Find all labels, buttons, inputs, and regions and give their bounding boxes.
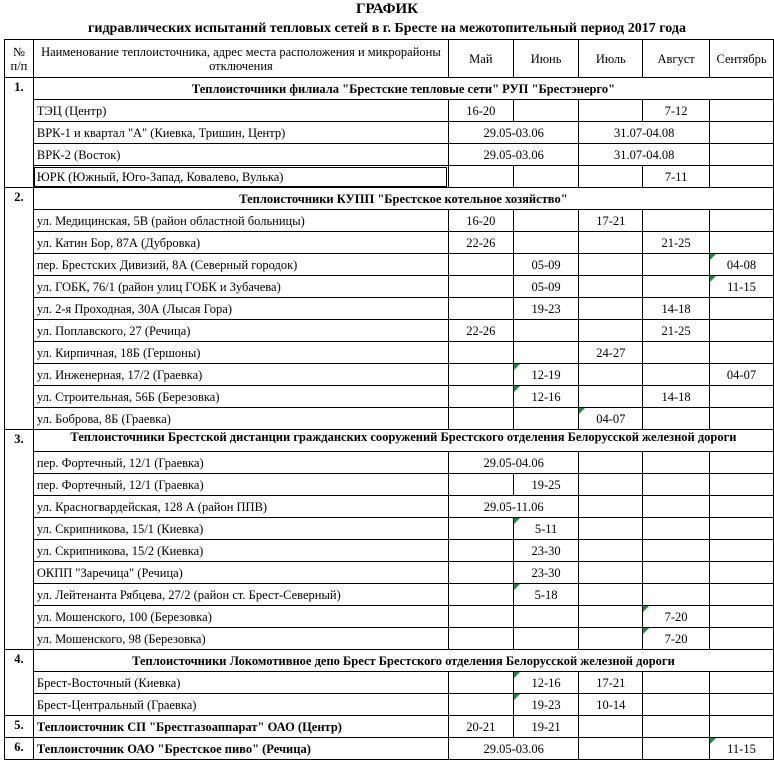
table-row	[5, 606, 774, 628]
table-row	[5, 276, 774, 298]
table-row	[5, 320, 774, 342]
cell-september: 04-08	[710, 254, 774, 276]
table-row	[5, 100, 774, 122]
table-row	[5, 628, 774, 650]
table-row	[5, 408, 774, 430]
cell-july-august: 31.07-04.08	[579, 144, 710, 166]
header-september: Сентябрь	[710, 40, 774, 78]
cell-september: 04-07	[710, 364, 774, 386]
header-july: Июль	[579, 40, 643, 78]
cell-june: 12-16	[513, 672, 579, 694]
source-name: ул. Скрипникова, 15/1 (Киевка)	[33, 518, 448, 540]
table-row	[5, 584, 774, 606]
source-name-selected-cell[interactable]: ЮРК (Южный, Юго-Запад, Ковалево, Вулька)	[33, 166, 448, 188]
cell-august: 7-11	[643, 166, 710, 188]
cell-may-june: 29.05-03.06	[448, 144, 578, 166]
source-name: ул. Боброва, 8Б (Граевка)	[33, 408, 448, 430]
table-row	[5, 540, 774, 562]
section-title: Теплоисточники Брестской дистанции гражданских сооружений Брестского отделения Белорусской железной дороги	[33, 430, 773, 452]
cell-june: 12-19	[513, 364, 579, 386]
cell-may-june: 29.05-03.06	[448, 122, 578, 144]
cell-september: 11-15	[710, 276, 774, 298]
section-title: Теплоисточники Локомотивное депо Брест Брестского отделения Белорусской железной дороги	[33, 650, 773, 672]
header-num: № п/п	[5, 40, 34, 78]
source-name: ул. 2-я Проходная, 30А (Лысая Гора)	[33, 298, 448, 320]
section-number: 3.	[5, 430, 34, 452]
cell-june: 19-23	[513, 694, 579, 716]
document-subtitle: гидравлических испытаний тепловых сетей в г. Бресте на межотопительный период 2017 года	[88, 21, 686, 36]
cell-may-june: 29.05-11.06	[448, 496, 578, 518]
cell-august: 14-18	[643, 386, 710, 408]
table-row	[5, 518, 774, 540]
source-name: ул. Медицинская, 5В (район областной больницы)	[33, 210, 448, 232]
table-row	[5, 144, 774, 166]
cell-may-june: 29.05-03.06	[448, 738, 578, 760]
source-name: ул. Мошенского, 98 (Березовка)	[33, 628, 448, 650]
source-name: Брест-Восточный (Киевка)	[33, 672, 448, 694]
cell-may: 22-26	[448, 232, 513, 254]
cell-june: 19-21	[513, 716, 579, 738]
header-name: Наименование теплоисточника, адрес места расположения и микрорайоны отключения	[33, 40, 448, 78]
cell-august: 14-18	[643, 298, 710, 320]
source-name: ул. Поплавского, 27 (Речица)	[33, 320, 448, 342]
table-row	[5, 166, 774, 188]
cell-june: 23-30	[513, 562, 579, 584]
cell-may-june: 29.05-04.06	[448, 452, 578, 474]
cell-september: 11-15	[710, 738, 774, 760]
cell-june: 5-18	[513, 584, 579, 606]
table-row	[5, 364, 774, 386]
document-title: ГРАФИК	[355, 1, 419, 17]
source-name: ул. Скрипникова, 15/2 (Киевка)	[33, 540, 448, 562]
cell-july: 04-07	[579, 408, 643, 430]
cell-august: 21-25	[643, 232, 710, 254]
section-header-row	[5, 78, 774, 100]
schedule-table	[4, 39, 774, 760]
source-name: ВРК-1 и квартал "А" (Киевка, Тришин, Центр)	[33, 122, 448, 144]
section-number: 5.	[5, 716, 34, 738]
cell-june: 19-23	[513, 298, 579, 320]
source-name: ул. Кирпичная, 18Б (Гершоны)	[33, 342, 448, 364]
table-row	[5, 474, 774, 496]
cell-may: 16-20	[448, 210, 513, 232]
cell-july-august: 31.07-04.08	[579, 122, 710, 144]
section-number: 6.	[5, 738, 34, 760]
header-may: Май	[448, 40, 513, 78]
table-row	[5, 562, 774, 584]
cell-july: 24-27	[579, 342, 643, 364]
cell-july: 10-14	[579, 694, 643, 716]
source-name: ул. ГОБК, 76/1 (район улиц ГОБК и Зубачева)	[33, 276, 448, 298]
section-header-row	[5, 430, 774, 452]
cell-august: 21-25	[643, 320, 710, 342]
source-name: ул. Красногвардейская, 128 А (район ППВ)	[33, 496, 448, 518]
cell-may: 16-20	[448, 100, 513, 122]
table-row	[5, 298, 774, 320]
source-name: ОКПП "Заречица" (Речица)	[33, 562, 448, 584]
section-number: 4.	[5, 650, 34, 672]
source-name: ул. Мошенского, 100 (Березовка)	[33, 606, 448, 628]
source-name: ул. Строительная, 56Б (Березовка)	[33, 386, 448, 408]
cell-june: 05-09	[513, 276, 579, 298]
cell-august: 7-20	[643, 628, 710, 650]
source-name: ул. Катин Бор, 87А (Дубровка)	[33, 232, 448, 254]
section-title: Теплоисточники КУПП "Брестское котельное хозяйство"	[33, 188, 773, 210]
source-name: Брест-Центральный (Граевка)	[33, 694, 448, 716]
table-row	[5, 254, 774, 276]
table-row	[5, 342, 774, 364]
section-number: 2.	[5, 188, 34, 210]
section-title: Теплоисточники филиала "Брестские тепловые сети" РУП "Брестэнерго"	[33, 78, 773, 100]
source-name: пер. Фортечный, 12/1 (Граевка)	[33, 452, 448, 474]
source-name: ул. Инженерная, 17/2 (Граевка)	[33, 364, 448, 386]
table-row	[5, 122, 774, 144]
cell-may: 22-26	[448, 320, 513, 342]
cell-june: 19-25	[513, 474, 579, 496]
section-number: 1.	[5, 78, 34, 100]
table-row	[5, 496, 774, 518]
table-row	[5, 232, 774, 254]
source-name: Теплоисточник ОАО "Брестское пиво" (Речица)	[33, 738, 448, 760]
cell-may: 20-21	[448, 716, 513, 738]
cell-july: 17-21	[579, 672, 643, 694]
source-name: пер. Фортечный, 12/1 (Граевка)	[33, 474, 448, 496]
cell-july: 17-21	[579, 210, 643, 232]
source-name: ул. Лейтенанта Рябцева, 27/2 (район ст. Брест-Северный)	[33, 584, 448, 606]
cell-june: 05-09	[513, 254, 579, 276]
source-name: ТЭЦ (Центр)	[33, 100, 448, 122]
cell-june: 23-30	[513, 540, 579, 562]
source-name: ВРК-2 (Восток)	[33, 144, 448, 166]
cell-august: 7-12	[643, 100, 710, 122]
source-name: Теплоисточник СП "Брестгазоаппарат" ОАО (Центр)	[33, 716, 448, 738]
table-row	[5, 694, 774, 716]
cell-june: 12-16	[513, 386, 579, 408]
source-name: пер. Брестских Дивизий, 8А (Северный городок)	[33, 254, 448, 276]
cell-august: 7-20	[643, 606, 710, 628]
table-row	[5, 738, 774, 760]
table-row	[5, 452, 774, 474]
header-row	[5, 40, 774, 78]
header-august: Август	[643, 40, 710, 78]
table-row	[5, 716, 774, 738]
table-row	[5, 672, 774, 694]
section-header-row	[5, 188, 774, 210]
cell-june: 5-11	[513, 518, 579, 540]
table-row	[5, 386, 774, 408]
table-row	[5, 210, 774, 232]
section-header-row	[5, 650, 774, 672]
header-june: Июнь	[513, 40, 579, 78]
